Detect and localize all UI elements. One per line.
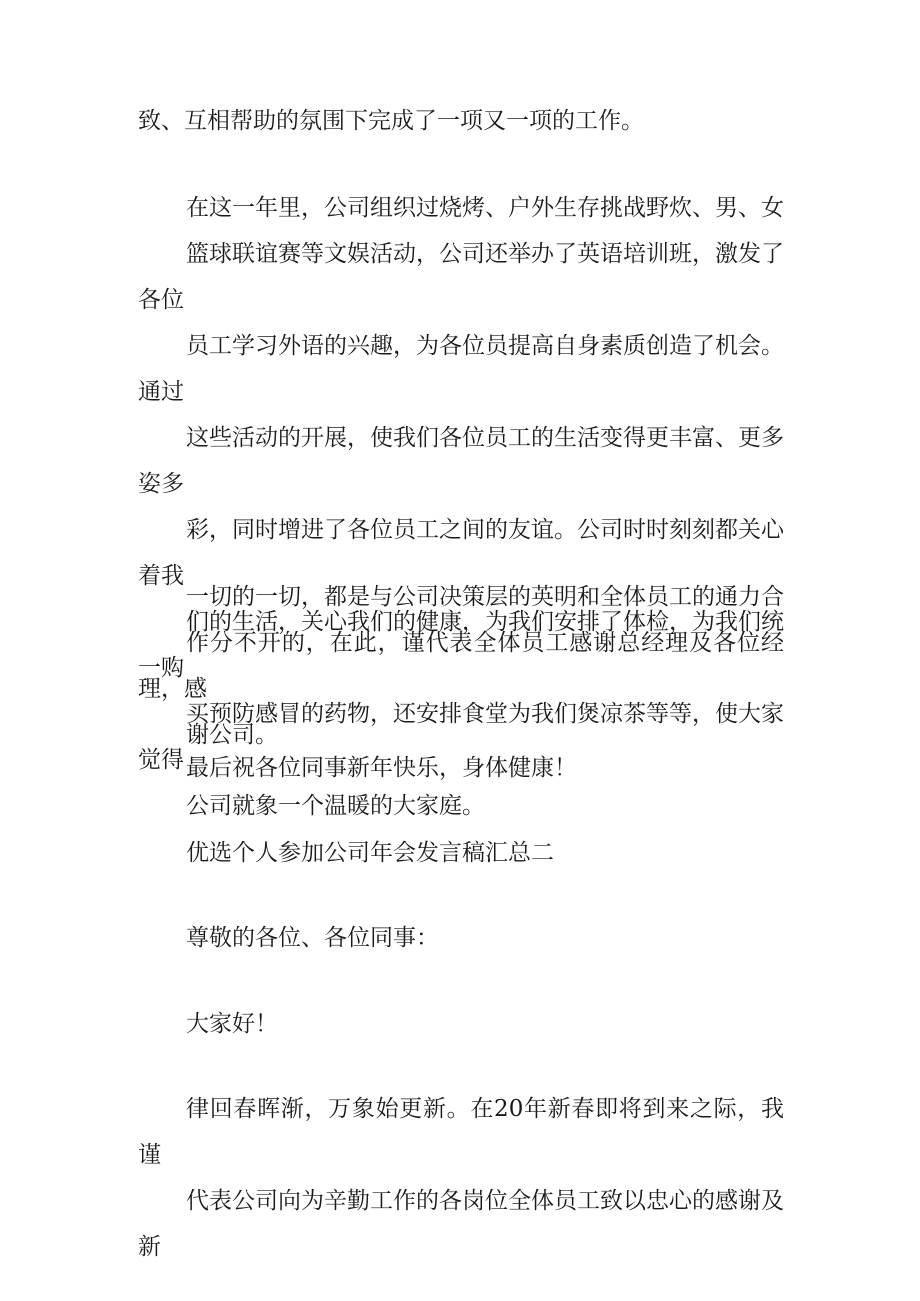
paragraph-salutation: [138, 915, 784, 961]
paragraph-wishes: [138, 745, 784, 791]
text-line: 这些活动的开展，使我们各位员工的生活变得更丰富、更多姿多: [138, 425, 784, 497]
text-line: 谢公司。: [186, 722, 278, 748]
text-line: 买预防感冒的药物，还安排食堂为我们煲凉茶等等，使大家觉得: [138, 701, 784, 773]
text-line: 优选个人参加公司年会发言稿汇总二: [186, 840, 554, 866]
text-line: 彩，同时增进了各位员工之间的友谊。公司时时刻刻都关心着我: [138, 517, 784, 589]
text-line: 最后祝各位同事新年快乐，身体健康！: [186, 755, 577, 781]
text-line: 们的生活，关心我们的健康，为我们安排了体检，为我们统一购: [138, 609, 784, 681]
text-line: 致、互相帮助的氛围下完成了一项又一项的工作。: [138, 108, 644, 134]
text-line: 在这一年里，公司组织过烧烤、户外生存挑战野炊、男、女: [186, 195, 784, 221]
text-line: 员工学习外语的兴趣，为各位员提高自身素质创造了机会。通过: [138, 333, 784, 405]
text-line: 作分不开的，在此，谨代表全体员工感谢总经理及各位经理，感: [138, 630, 784, 702]
text-line: 律回春晖渐，万象始更新。在20年新春即将到来之际，我谨: [138, 1096, 784, 1168]
paragraph-heading-two: [138, 830, 784, 876]
text-line: 大家好！: [186, 1011, 278, 1037]
paragraph-continuation: [138, 98, 784, 144]
text-line: 一切的一切，都是与公司决策层的英明和全体员工的通力合: [186, 584, 784, 610]
text-line: 代表公司向为辛勤工作的各岗位全体员工致以忠心的感谢及新: [138, 1188, 784, 1260]
paragraph-spring: [138, 1086, 784, 1270]
paragraph-greeting: [138, 1001, 784, 1047]
paragraph-thanks: [138, 574, 784, 758]
text-line: 尊敬的各位、各位同事：: [186, 925, 439, 951]
text-line: 篮球联谊赛等文娱活动，公司还举办了英语培训班，激发了各位: [138, 241, 784, 313]
text-line: 公司就象一个温暖的大家庭。: [186, 793, 485, 819]
